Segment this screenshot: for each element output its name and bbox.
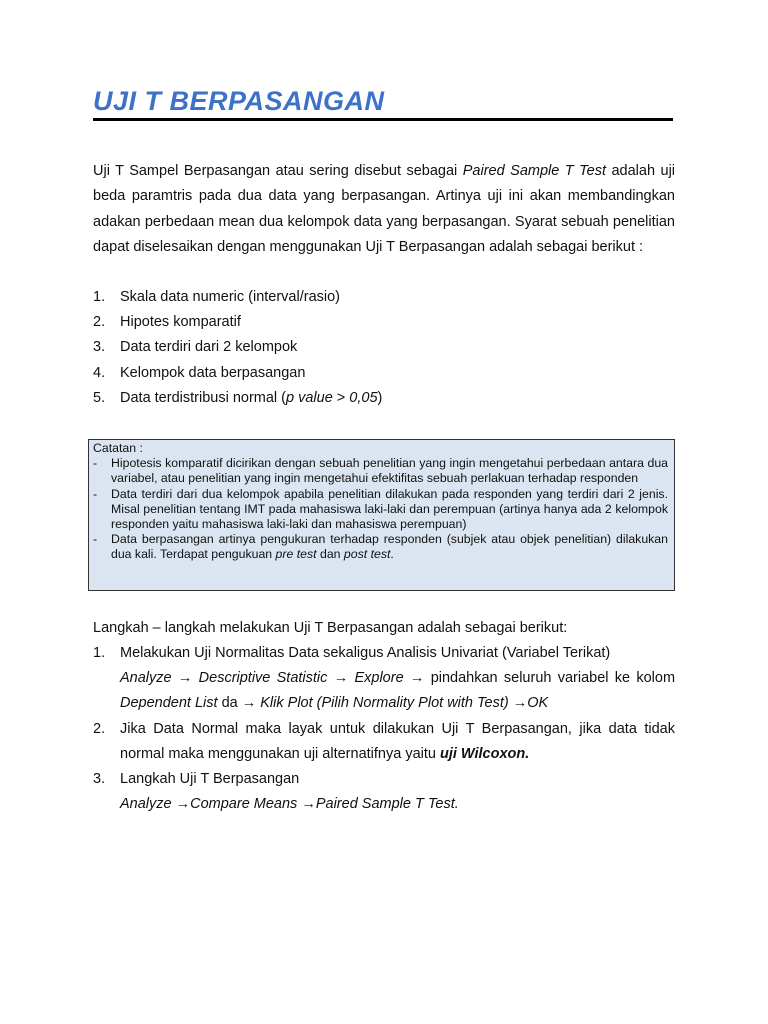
list-number: 3. — [93, 771, 106, 788]
list-number: 2. — [93, 720, 106, 737]
list-number: 4. — [93, 364, 106, 381]
note-item — [93, 532, 668, 562]
requirements-list — [93, 285, 675, 411]
menu-path-item: OK — [527, 695, 549, 712]
note-list — [93, 456, 668, 562]
list-item — [93, 361, 675, 386]
menu-path-item: Paired Sample T Test. — [315, 796, 459, 813]
list-text: Skala data numeric (interval/rasio) — [120, 289, 341, 305]
note-item — [93, 487, 668, 533]
arrow-right-icon: → — [301, 796, 316, 813]
step-instructions — [120, 666, 675, 716]
intro-paragraph — [93, 159, 675, 260]
list-text: Data terdiri dari 2 kelompok — [120, 339, 298, 356]
dash-bullet: - — [93, 486, 98, 501]
list-number: 2. — [93, 314, 106, 331]
list-item: 5. Data terdistribusi normal (p value > 0,05) — [93, 386, 675, 411]
list-item — [93, 310, 675, 335]
list-text: Hipotes komparatif — [120, 314, 241, 331]
post-test-term: post test — [343, 547, 391, 562]
note-item — [93, 456, 668, 486]
arrow-right-icon: → — [409, 670, 425, 687]
list-text: Kelompok data berpasangan — [120, 364, 306, 381]
menu-path-item: Dependent List — [120, 695, 218, 712]
intro-text-before: Uji T Sampel Berpasangan atau sering disebut sebagai — [93, 163, 463, 179]
arrow-right-icon: → — [177, 670, 193, 687]
page-title: UJI T BERPASANGAN — [93, 86, 385, 116]
note-item-text: Data terdiri dari dua kelompok apabila penelitian dilakukan pada responden yang terdiri dari 2 jenis. Misal penelitian tentang IMT pada mahasiswa laki-laki dan perempuan (artinya hanya ada 2 kelompok responden yaitu mahasiswa laki-laki dan mahasiswa perempuan) — [111, 486, 668, 532]
list-item — [93, 717, 675, 767]
list-number: 1. — [93, 645, 106, 661]
steps-list — [93, 641, 675, 817]
list-item — [93, 767, 675, 817]
note-item-text: dan — [316, 547, 344, 562]
menu-path-item: Analyze — [120, 796, 172, 813]
arrow-right-icon: → — [241, 695, 257, 712]
intro-text-after: adalah uji beda paramtris pada dua data yang berpasangan. Artinya uji ini akan membandingkan adakan perbedaan mean dua kelompok data yang berpasangan. Syarat sebuah penelitian dapat diselesaikan dengan menggunakan Uji T Berpasangan adalah sebagai berikut : — [93, 163, 676, 255]
menu-path-item: Klik Plot (Pilih Normality Plot with Test) — [260, 695, 509, 712]
list-item — [93, 285, 675, 310]
step-text: Langkah Uji T Berpasangan — [120, 771, 300, 788]
note-item-text: Hipotesis komparatif dicirikan dengan sebuah penelitian yang ingin mengetahui perbedaan antara dua variabel, atau penelitian yang ingin mengetahui efektifitas sebuah perlakuan terhadap responden — [111, 456, 668, 486]
note-heading: Catatan : — [93, 441, 143, 455]
pre-test-term: pre test — [275, 547, 317, 562]
arrow-right-icon: → — [512, 695, 528, 712]
instruction-text: pindahkan seluruh variabel ke kolom — [430, 670, 676, 687]
list-item — [93, 641, 675, 717]
dash-bullet: - — [93, 532, 98, 547]
note-box — [88, 439, 675, 591]
instruction-text: da — [217, 695, 242, 712]
arrow-right-icon: → — [333, 670, 349, 687]
menu-path-item: Compare Means — [190, 796, 298, 813]
note-item-text: Data berpasangan artinya pengukuran terhadap responden (subjek atau objek penelitian) dilakukan dua kali. Terdapat pengukuan — [111, 532, 668, 562]
list-number: 5. — [93, 389, 106, 406]
title-underline — [93, 118, 673, 121]
menu-path-item: Descriptive Statistic — [198, 670, 328, 687]
list-item — [93, 335, 675, 360]
step-text: Jika Data Normal maka layak untuk dilakukan Uji T Berpasangan, jika data tidak normal maka menggunakan uji alternatifnya yaitu — [120, 720, 675, 762]
list-number: 3. — [93, 339, 106, 356]
arrow-right-icon: → — [175, 796, 191, 813]
steps-intro: Langkah – langkah melakukan Uji T Berpasangan adalah sebagai berikut: — [93, 620, 568, 636]
intro-italic-term: Paired Sample T Test — [462, 163, 607, 179]
menu-path-item: Analyze — [120, 670, 172, 687]
note-item-text: . — [390, 547, 394, 562]
p-value-term: p value — [286, 389, 333, 406]
threshold-value: 0,05 — [349, 389, 378, 406]
list-number: 1. — [93, 289, 106, 305]
dash-bullet: - — [93, 456, 98, 471]
step-text: Melakukan Uji Normalitas Data sekaligus Analisis Univariat (Variabel Terikat) — [120, 645, 611, 661]
wilcoxon-term: uji Wilcoxon. — [439, 745, 530, 762]
menu-path-item: Explore — [354, 670, 404, 687]
step-instructions — [120, 792, 675, 817]
list-text-before: Data terdistribusi normal ( — [120, 389, 286, 406]
